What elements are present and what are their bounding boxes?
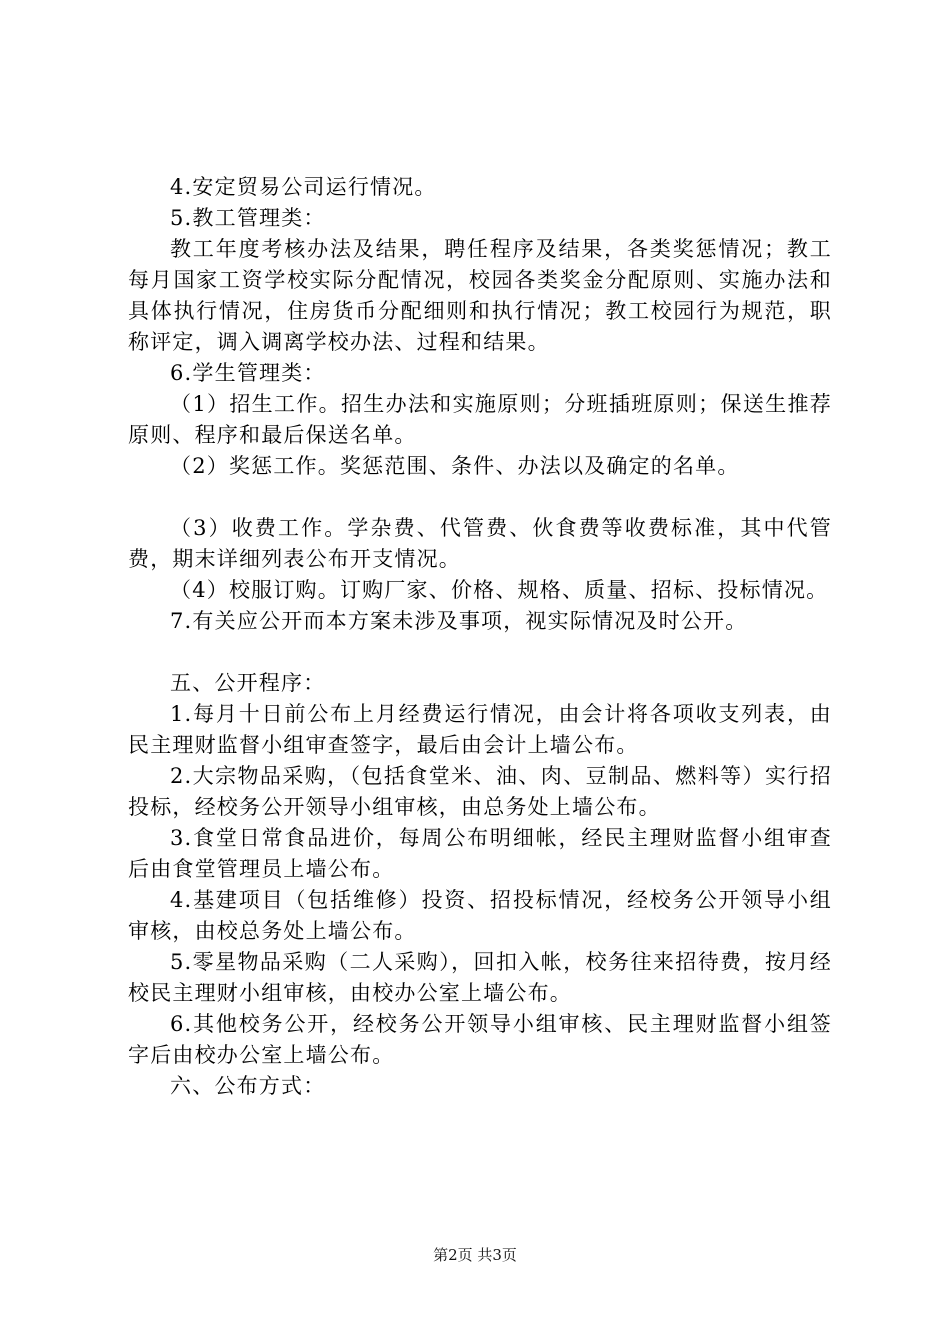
section-heading: 五、公开程序： (170, 671, 326, 695)
paragraph: 3.食堂日常食品进价，每周公布明细帐，经民主理财监督小组审查后由食堂管理员上墙公布。 (128, 826, 832, 881)
paragraph: （3）收费工作。学杂费、代管费、伙食费等收费标准，其中代管费，期末详细列表公布开支情况。 (128, 516, 832, 571)
section-heading: 6.学生管理类： (170, 361, 326, 385)
paragraph: 1.每月十日前公布上月经费运行情况，由会计将各项收支列表，由民主理财监督小组审查签字，最后由会计上墙公布。 (128, 702, 832, 757)
paragraph: 6.其他校务公开，经校务公开领导小组审核、民主理财监督小组签字后由校办公室上墙公布。 (128, 1012, 832, 1067)
paragraph: 教工年度考核办法及结果，聘任程序及结果，各类奖惩情况；教工每月国家工资学校实际分配情况，校园各类奖金分配原则、实施办法和具体执行情况，住房货币分配细则和执行情况；教工校园行为规范，职称评定，调入调离学校办法、过程和结果。 (128, 237, 832, 354)
section-heading: 5.教工管理类： (170, 206, 326, 230)
paragraph: 4.安定贸易公司运行情况。 (170, 175, 437, 199)
paragraph: 5.零星物品采购（二人采购），回扣入帐，校务往来招待费，按月经校民主理财小组审核，由校办公室上墙公布。 (128, 950, 832, 1005)
paragraph: 2.大宗物品采购，（包括食堂米、油、肉、豆制品、燃料等）实行招投标，经校务公开领导小组审核，由总务处上墙公布。 (128, 764, 832, 819)
document-body (128, 172, 832, 1102)
paragraph: 4.基建项目（包括维修）投资、招投标情况，经校务公开领导小组审核，由校总务处上墙公布。 (128, 888, 832, 943)
section-heading: 六、公布方式： (170, 1074, 326, 1098)
page-number-footer: 第2页 共3页 (433, 1246, 517, 1264)
paragraph: （2）奖惩工作。奖惩范围、条件、办法以及确定的名单。 (170, 454, 740, 478)
paragraph: 7.有关应公开而本方案未涉及事项，视实际情况及时公开。 (170, 609, 748, 633)
paragraph: （1）招生工作。招生办法和实施原则；分班插班原则；保送生推荐原则、程序和最后保送名单。 (128, 392, 832, 447)
paragraph: （4）校服订购。订购厂家、价格、规格、质量、招标、投标情况。 (170, 578, 829, 602)
